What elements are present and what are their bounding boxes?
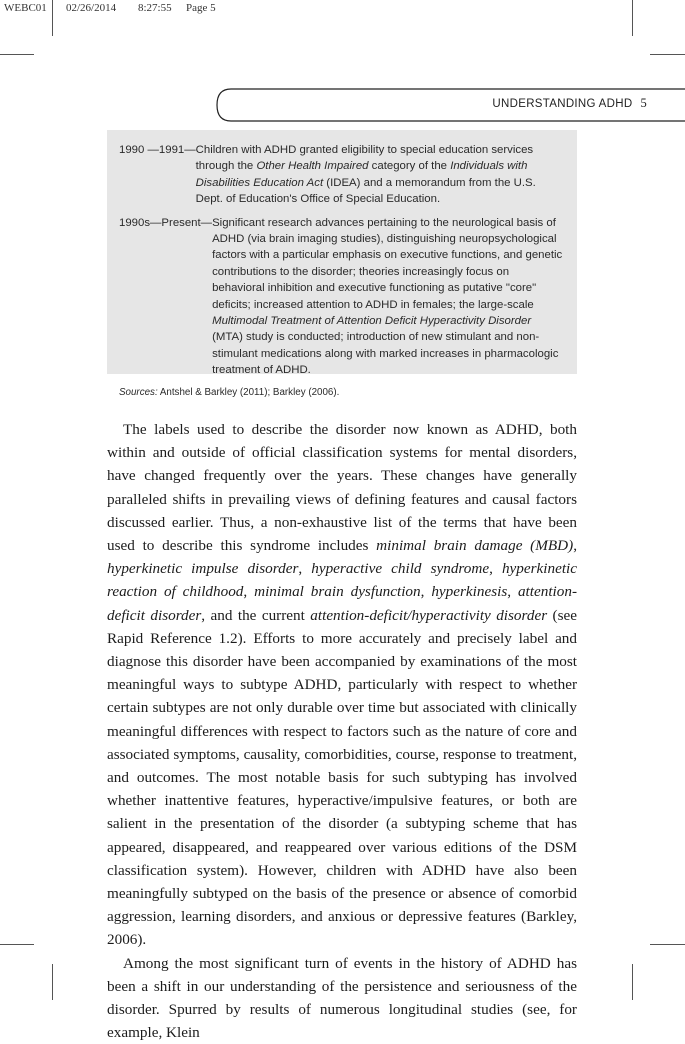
sources-line bbox=[119, 387, 563, 398]
timeline-list bbox=[119, 142, 563, 379]
slug-page: Page 5 bbox=[186, 2, 216, 14]
crop-mark bbox=[52, 0, 53, 36]
running-head bbox=[215, 88, 685, 122]
running-head-text bbox=[492, 96, 647, 111]
timeline-description bbox=[212, 215, 563, 379]
crop-mark bbox=[632, 0, 633, 36]
rapid-reference-box bbox=[107, 130, 577, 398]
timeline-year: 1990s—Present— bbox=[119, 216, 213, 229]
italic-text: hyperactive child syndrome bbox=[311, 560, 490, 578]
italic-text: minimal brain damage (MBD) bbox=[376, 537, 574, 555]
italic-text: attention-deficit/hyperactivity disorder bbox=[310, 606, 548, 624]
italic-text: hyperkinesis bbox=[431, 583, 508, 601]
crop-mark bbox=[52, 964, 53, 1000]
crop-mark bbox=[632, 964, 633, 1000]
crop-mark bbox=[0, 944, 34, 945]
page-number: 5 bbox=[640, 96, 647, 110]
sources-label: Sources: bbox=[119, 386, 158, 398]
body-text bbox=[107, 418, 577, 1044]
text-run: Children with ADHD granted eligibility to special education services through the bbox=[195, 144, 534, 173]
text-run: , and the current bbox=[201, 606, 311, 624]
italic-text: Other Health Impaired bbox=[256, 160, 369, 173]
timeline-entry bbox=[119, 215, 563, 379]
slug-time: 8:27:55 bbox=[138, 2, 172, 14]
print-slug bbox=[4, 2, 216, 14]
sources-text: Antshel & Barkley (2011); Barkley (2006). bbox=[157, 386, 340, 398]
italic-text: Individuals with Disabilities Education Act bbox=[195, 160, 528, 189]
italic-text: Multimodal Treatment of Attention Deficit Hyperactivity Disorder bbox=[212, 315, 532, 328]
timeline-year: 1990 —1991— bbox=[119, 144, 196, 156]
text-run: (MTA) study is conducted; introduction of new stimulant and non-stimulant medications along with marked increases in pharmacologic treatment of ADHD. bbox=[212, 331, 559, 377]
italic-text: hyperkinetic reaction of childhood bbox=[107, 560, 578, 601]
crop-mark bbox=[0, 54, 34, 55]
slug-job: WEBC01 bbox=[4, 2, 47, 14]
text-run: The labels used to describe the disorder now known as ADHD, both within and outside of official classification systems for mental disorders, have changed frequently over the years. These changes have generally paralleled shifts in prevailing views of defining features and causal factors discussed earlier. Thus, a non-exhaustive list of the terms that have been used to describe this syndrome includes bbox=[107, 421, 577, 555]
slug-date: 02/26/2014 bbox=[66, 2, 117, 14]
text-run: (IDEA) and a memorandum from the U.S. Dept. of Education's Office of Special Education. bbox=[195, 176, 536, 206]
italic-text: minimal brain dysfunction bbox=[254, 583, 421, 601]
crop-mark bbox=[650, 944, 685, 945]
text-run: (see Rapid Reference 1.2). Efforts to more accurately and precisely label and diagnose this disorder have been accompanied by examinations of the most meaningful ways to subtype ADHD, particularly with respect to whether certain subtypes are not only durable over time but associated with clinically meaningful differences with respect to factors such as the nature of core and associated symptoms, causality, comorbidities, course, response to treatment, and outcomes. The most notable basis for such subtyping has involved whether inattentive features, hyperactive/impulsive features, or both are salient in the presentation of the disorder (a subtyping scheme that has appeared, disappeared, and reappeared over various editions of the DSM classification system). However, children with ADHD have also been meaningfully subtyped on the basis of the presence or absence of comorbid aggression, learning disorders, and anxious or depressive features (Barkley, 2006). bbox=[107, 606, 577, 949]
text-run: , bbox=[507, 583, 518, 601]
body-paragraph bbox=[107, 418, 577, 952]
crop-mark bbox=[650, 54, 685, 55]
body-paragraph bbox=[107, 952, 577, 1044]
italic-text: attention-deficit disorder bbox=[107, 583, 578, 624]
text-run: , bbox=[243, 583, 255, 601]
text-run: , bbox=[489, 560, 502, 578]
running-head-title: UNDERSTANDING ADHD bbox=[492, 98, 633, 110]
text-run: , bbox=[420, 583, 432, 601]
text-run: category of the bbox=[368, 160, 451, 173]
text-run: Significant research advances pertaining to the neurological basis of ADHD (via brain imaging studies), distinguishing neuropsychological factors with a particular emphasis on executive functions, and genetic contributions to the disorder; theories increasingly focus on behavioral inhibition and executive functioning as putative "core" deficits; increased attention to ADHD in females; the large-scale bbox=[212, 216, 563, 311]
italic-text: hyperkinetic impulse disorder bbox=[107, 560, 299, 578]
timeline-description bbox=[196, 142, 563, 208]
text-run: , bbox=[298, 560, 312, 578]
text-run: , bbox=[573, 537, 577, 555]
timeline-entry bbox=[119, 142, 563, 208]
text-run: Among the most significant turn of events in the history of ADHD has been a shift in our understanding of the persistence and seriousness of the disorder. Spurred by results of numerous longitudinal studies (see, for example, Klein bbox=[107, 954, 577, 1042]
